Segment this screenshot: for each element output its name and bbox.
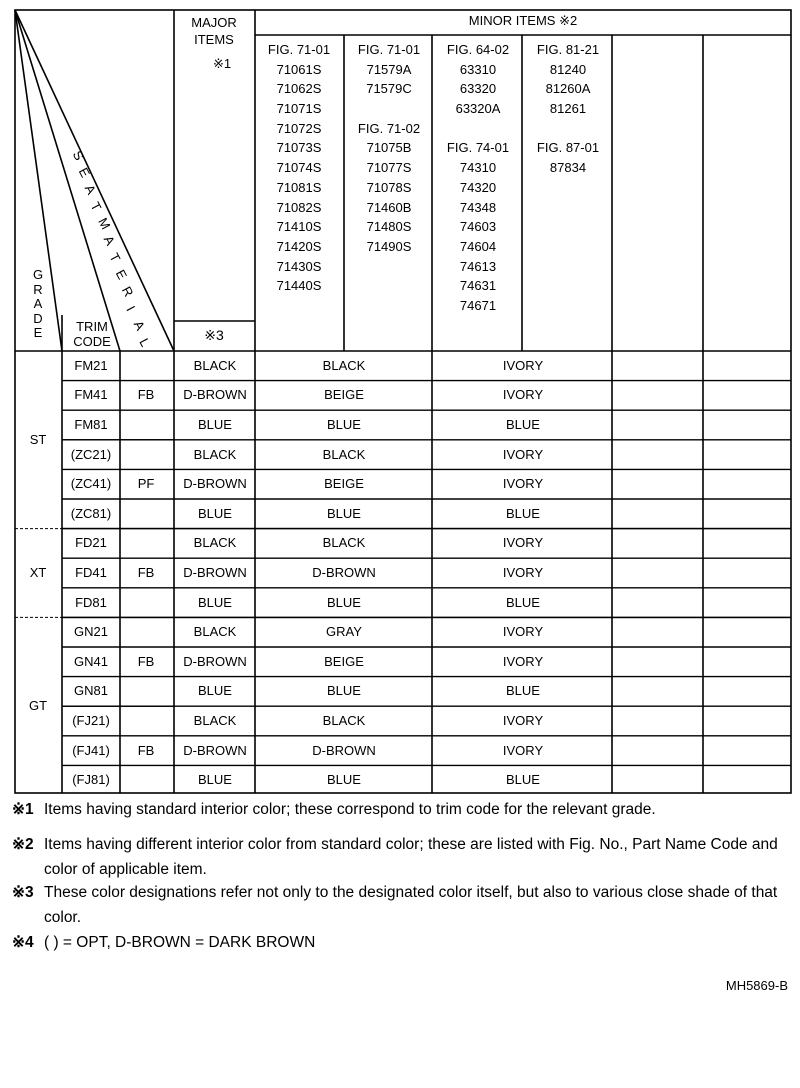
- major-item-color: D-BROWN: [183, 742, 247, 758]
- footnote: [12, 797, 790, 822]
- part-number: 63320A: [455, 101, 501, 117]
- minor-items-header: MINOR ITEMS ※2: [468, 13, 578, 28]
- part-number: 71081S: [276, 179, 322, 195]
- minor-item-color: BLUE: [327, 772, 361, 788]
- footnote: [12, 832, 790, 882]
- figure-number: FIG. 71-02: [357, 120, 421, 136]
- minor-item-color: BLACK: [322, 535, 366, 551]
- footnote-mark: ※3: [12, 884, 34, 901]
- trim-code: (ZC21): [70, 446, 112, 462]
- part-number: 71078S: [366, 179, 412, 195]
- part-number: 71430S: [276, 258, 322, 274]
- footnote: [12, 880, 790, 930]
- part-number: 81261: [549, 101, 587, 117]
- seat-material-letter: A: [100, 233, 118, 248]
- minor-item-color: IVORY: [502, 535, 544, 551]
- footnote-text: Items having standard interior color; these correspond to trim code for the relevant grade.: [44, 801, 656, 818]
- part-number: 74310: [459, 160, 497, 176]
- part-number: 71082S: [276, 199, 322, 215]
- seat-material: FB: [137, 387, 155, 403]
- figure-number: FIG. 87-01: [536, 140, 600, 156]
- seat-material-letter: M: [95, 215, 114, 232]
- part-number: 71460B: [366, 199, 412, 215]
- trim-code: FM21: [74, 357, 108, 373]
- minor-item-column: [447, 40, 509, 316]
- minor-item-color: D-BROWN: [312, 565, 376, 580]
- part-number: 71073S: [276, 140, 322, 156]
- seat-material-letter: A: [81, 182, 99, 197]
- footnote: [12, 930, 790, 955]
- seat-material-letter: E: [112, 267, 130, 282]
- minor-item-color: IVORY: [502, 387, 544, 403]
- minor-item-color: BLUE: [506, 417, 540, 432]
- trim-code: GN41: [74, 653, 108, 669]
- part-number: 71074S: [276, 160, 322, 176]
- trim-code: GN81: [74, 683, 108, 699]
- minor-item-color: BLUE: [327, 417, 361, 432]
- seat-material-letter: I: [123, 303, 139, 314]
- trim-code: FD21: [75, 535, 107, 551]
- part-number: 74320: [459, 179, 497, 195]
- major-item-color: BLUE: [198, 683, 232, 699]
- trim-code: (FJ21): [72, 713, 110, 728]
- major-item-color: BLUE: [198, 505, 232, 521]
- major-item-color: D-BROWN: [183, 565, 247, 580]
- seat-material: FB: [137, 653, 155, 669]
- part-number: 74613: [459, 258, 497, 274]
- part-number: 81240: [549, 61, 587, 77]
- seat-material: FB: [137, 565, 155, 580]
- figure-number: FIG. 71-01: [357, 42, 421, 57]
- part-number: 71579A: [366, 61, 412, 77]
- grade: XT: [29, 565, 47, 580]
- seat-material-letter: R: [118, 283, 137, 300]
- footnote-mark: ※1: [12, 801, 34, 818]
- minor-item-color: IVORY: [502, 742, 544, 758]
- major-item-color: D-BROWN: [183, 653, 247, 669]
- seat-material: FB: [137, 742, 155, 758]
- minor-item-color: D-BROWN: [312, 742, 376, 758]
- minor-item-color: IVORY: [502, 565, 544, 580]
- minor-item-color: IVORY: [502, 653, 544, 669]
- major-item-color: BLUE: [198, 594, 232, 610]
- part-number: 71440S: [276, 278, 322, 294]
- part-number: 74671: [459, 297, 497, 313]
- major-item-color: BLUE: [198, 772, 232, 788]
- minor-item-color: BLACK: [322, 446, 366, 462]
- minor-item-color: BLUE: [506, 772, 540, 788]
- minor-item-color: BLUE: [506, 594, 540, 610]
- minor-item-color: BLUE: [327, 683, 361, 699]
- seat-material-letter: E: [75, 165, 93, 180]
- footnote-text: These color designations refer not only to the designated color itself, but also to various close shade of that color.: [44, 884, 778, 926]
- part-number: 81260A: [545, 81, 591, 97]
- part-number: 71579C: [366, 81, 412, 97]
- footnote-mark: ※4: [12, 934, 34, 951]
- part-number: 63310: [459, 61, 497, 77]
- part-number: 74631: [459, 278, 497, 294]
- trim-code: FM41: [74, 387, 108, 403]
- minor-item-column: [358, 40, 420, 257]
- part-number: 71062S: [276, 81, 322, 97]
- seat-material-letter: S: [69, 148, 87, 163]
- color-note-mark: ※3: [204, 327, 224, 343]
- part-number: 74603: [459, 219, 497, 235]
- trim-code: (FJ81): [72, 772, 110, 788]
- seat-material-letter: T: [87, 199, 105, 214]
- figure-number: FIG. 74-01: [446, 140, 510, 156]
- part-number: 71077S: [366, 160, 412, 176]
- minor-item-color: IVORY: [502, 446, 544, 462]
- minor-item-color: IVORY: [502, 476, 544, 492]
- minor-item-color: GRAY: [326, 624, 362, 640]
- figure-number: FIG. 64-02: [446, 42, 510, 57]
- document-code: MH5869-B: [725, 978, 788, 993]
- grade: GT: [28, 698, 48, 714]
- seat-material-letter: L: [136, 335, 153, 350]
- major-item-color: BLACK: [193, 535, 237, 551]
- major-item-color: BLACK: [193, 357, 237, 373]
- grade-header: G R A D E: [32, 267, 44, 340]
- minor-item-color: IVORY: [502, 357, 544, 373]
- minor-item-color: BLUE: [506, 683, 540, 699]
- part-number: 71480S: [366, 219, 412, 235]
- major-item-color: BLACK: [193, 446, 237, 462]
- major-items-header: MAJOR ITEMS: [191, 15, 237, 47]
- part-number: 87834: [549, 160, 587, 176]
- major-item-color: BLACK: [193, 713, 237, 728]
- major-items-note-mark: ※1: [212, 56, 232, 71]
- trim-code: FD41: [75, 565, 107, 580]
- minor-item-color: BLACK: [322, 357, 366, 373]
- part-number: 71071S: [276, 101, 322, 117]
- trim-code: FM81: [74, 417, 108, 432]
- minor-item-color: BLACK: [322, 713, 366, 728]
- minor-item-color: BLUE: [506, 505, 540, 521]
- seat-material-letter: A: [130, 318, 148, 333]
- minor-item-color: IVORY: [502, 713, 544, 728]
- footnote-text: Items having different interior color from standard color; these are listed with Fig. No., Part Name Code and color of applicable item.: [44, 836, 778, 878]
- part-number: 74348: [459, 199, 497, 215]
- minor-item-color: BLUE: [327, 594, 361, 610]
- part-number: 71490S: [366, 238, 412, 254]
- figure-number: FIG. 71-01: [267, 42, 331, 57]
- trim-code: (ZC81): [70, 505, 112, 521]
- trim-code: FD81: [75, 594, 107, 610]
- trim-code-header: TRIM CODE: [73, 319, 111, 349]
- trim-code: GN21: [74, 624, 108, 640]
- part-number: 63320: [459, 81, 497, 97]
- major-item-color: D-BROWN: [183, 387, 247, 403]
- part-number: 71075B: [366, 140, 412, 156]
- part-number: 71072S: [276, 120, 322, 136]
- seat-material: PF: [137, 476, 155, 492]
- footnote-text: ( ) = OPT, D-BROWN = DARK BROWN: [44, 934, 316, 951]
- minor-item-color: BEIGE: [324, 387, 364, 403]
- minor-item-color: BEIGE: [324, 653, 364, 669]
- part-number: 74604: [459, 238, 497, 254]
- minor-item-column: [537, 40, 599, 178]
- part-number: 71410S: [276, 219, 322, 235]
- minor-item-column: [268, 40, 330, 296]
- part-number: 71061S: [276, 61, 322, 77]
- major-item-color: BLACK: [193, 624, 237, 640]
- major-item-color: BLUE: [198, 417, 232, 432]
- major-item-color: D-BROWN: [183, 476, 247, 492]
- grade: ST: [29, 431, 47, 447]
- seat-material-letter: T: [106, 250, 124, 265]
- minor-item-color: IVORY: [502, 624, 544, 640]
- trim-code: (FJ41): [72, 742, 110, 758]
- footnote-mark: ※2: [12, 836, 34, 853]
- figure-number: FIG. 81-21: [536, 42, 600, 57]
- part-number: 71420S: [276, 238, 322, 254]
- minor-item-color: BLUE: [327, 505, 361, 521]
- minor-item-color: BEIGE: [324, 476, 364, 492]
- trim-code: (ZC41): [70, 476, 112, 492]
